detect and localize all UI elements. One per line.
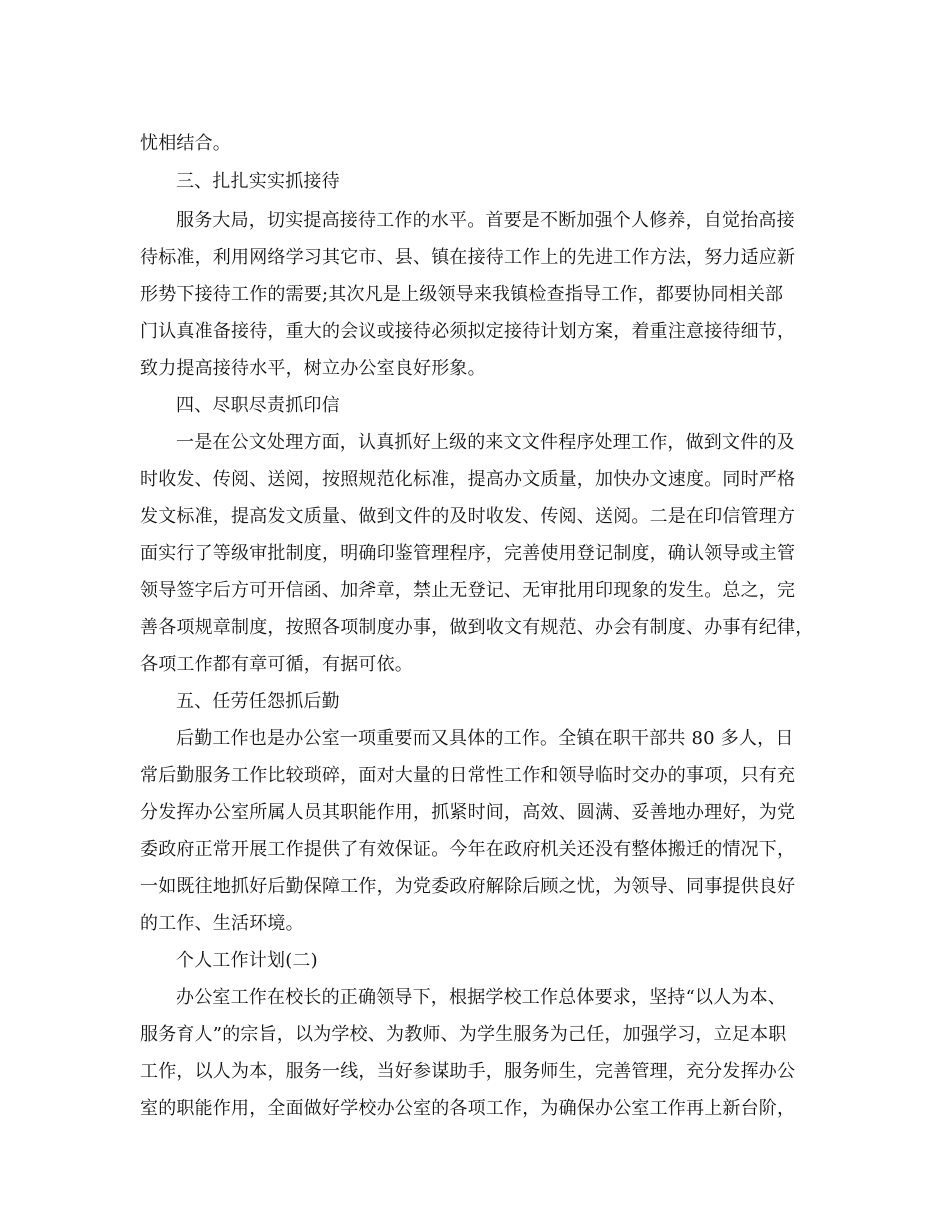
paragraph-line: 门认真准备接待，重大的会议或接待必须拟定接待计划方案，着重注意接待细节，: [140, 321, 796, 342]
paragraph-line: 忧相结合。: [140, 133, 231, 154]
paragraph-line: 工作，以人为本，服务一线，当好参谋助手，服务师生，完善管理，充分发挥办公: [140, 1061, 796, 1082]
paragraph-line: 善各项规章制度，按照各项制度办事，做到收文有规范、办会有制度、办事有纪律，: [140, 617, 814, 638]
paragraph-line: 领导签字后方可开信函、加斧章，禁止无登记、无审批用印现象的发生。总之，完: [140, 580, 796, 601]
paragraph-line: 办公室工作在校长的正确领导下，根据学校工作总体要求，坚持“以人为本、: [176, 987, 786, 1008]
section-heading: 四、尽职尽责抓印信: [176, 395, 340, 416]
paragraph-line: 室的职能作用，全面做好学校办公室的各项工作，为确保办公室工作再上新台阶，: [140, 1098, 796, 1119]
section-heading: 三、扎扎实实抓接待: [176, 171, 340, 192]
section-heading: 五、任劳任怨抓后勤: [176, 691, 340, 712]
paragraph-line: 的工作、生活环境。: [140, 913, 304, 934]
paragraph-line: 常后勤服务工作比较琐碎，面对大量的日常性工作和领导临时交办的事项，只有充: [140, 765, 796, 786]
paragraph-line: 服务大局，切实提高接待工作的水平。首要是不断加强个人修养，自觉抬高接: [176, 210, 795, 231]
paragraph-line: 形势下接待工作的需要;其次凡是上级领导来我镇检查指导工作，都要协同相关部: [140, 284, 784, 305]
paragraph-line: 后勤工作也是办公室一项重要而又具体的工作。全镇在职干部共 80 多人，日: [176, 728, 794, 749]
paragraph-line: 时收发、传阅、送阅，按照规范化标准，提高办文质量，加快办文速度。同时严格: [140, 469, 796, 490]
paragraph-line: 发文标准，提高发文质量、做到文件的及时收发、传阅、送阅。二是在印信管理方: [140, 506, 796, 527]
paragraph-line: 一是在公文处理方面，认真抓好上级的来文文件程序处理工作，做到文件的及: [176, 432, 795, 453]
paragraph-line: 委政府正常开展工作提供了有效保证。今年在政府机关还没有整体搬迁的情况下，: [140, 839, 796, 860]
paragraph-line: 致力提高接待水平，树立办公室良好形象。: [140, 358, 486, 379]
section-heading: 个人工作计划(二): [176, 950, 318, 971]
paragraph-line: 一如既往地抓好后勤保障工作，为党委政府解除后顾之忧，为领导、同事提供良好: [140, 876, 796, 897]
paragraph-line: 待标准，利用网络学习其它市、县、镇在接待工作上的先进工作方法，努力适应新: [140, 247, 796, 268]
paragraph-line: 面实行了等级审批制度，明确印鉴管理程序，完善使用登记制度，确认领导或主管: [140, 543, 796, 564]
paragraph-line: 服务育人”的宗旨，以为学校、为教师、为学生服务为己任，加强学习，立足本职: [140, 1024, 787, 1045]
paragraph-line: 各项工作都有章可循，有据可依。: [140, 654, 413, 675]
paragraph-line: 分发挥办公室所属人员其职能作用，抓紧时间，高效、圆满、妥善地办理好，为党: [140, 802, 796, 823]
